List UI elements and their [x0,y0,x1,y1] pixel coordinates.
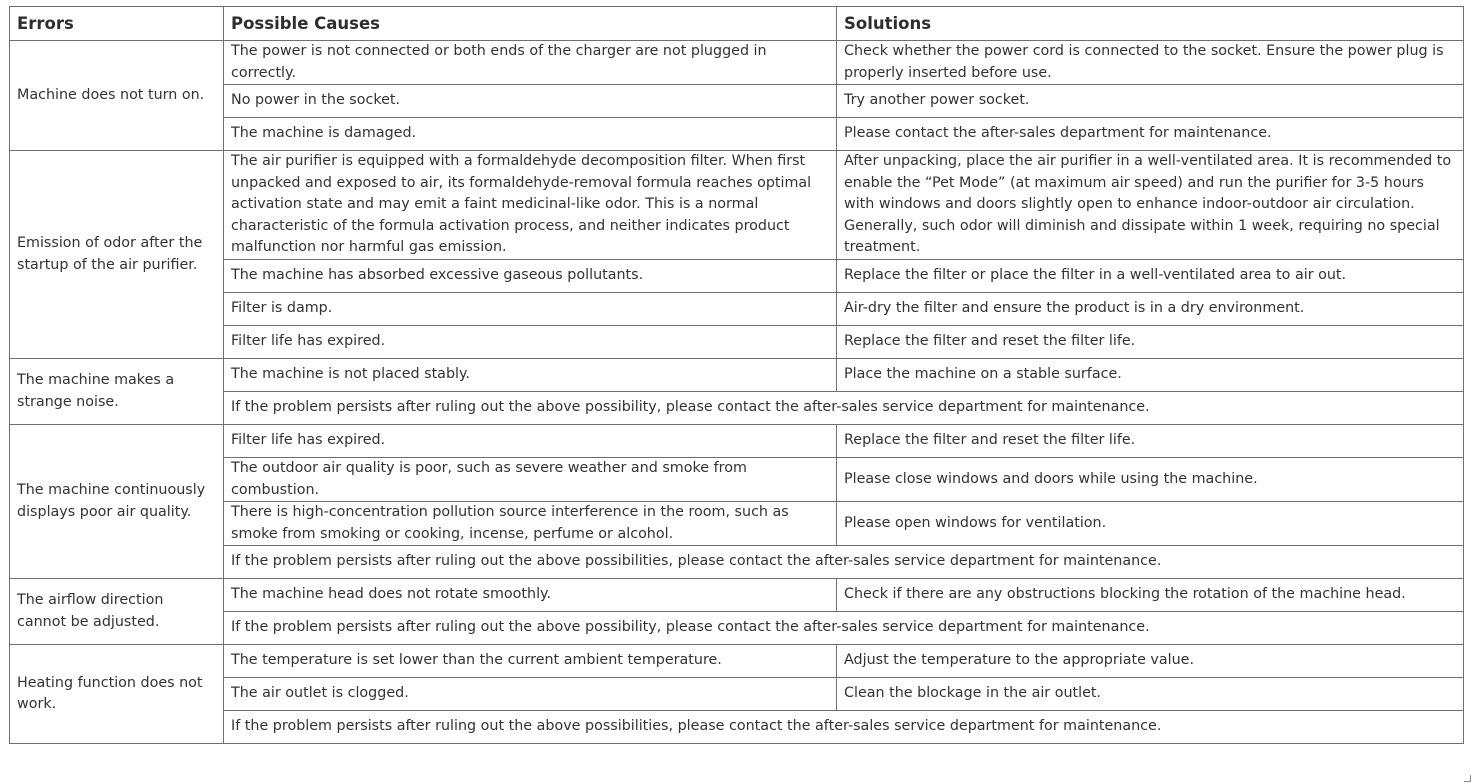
note-cell: If the problem persists after ruling out the above possibilities, please contact the after-sales service department for maintenance. [224,546,1464,579]
table-row [10,293,1464,326]
solution-cell: Please contact the after-sales department for maintenance. [837,118,1464,151]
solution-cell: Adjust the temperature to the appropriate value. [837,645,1464,678]
table-row [10,260,1464,293]
header-solutions: Solutions [837,7,1464,41]
solution-cell: Replace the filter or place the filter in a well-ventilated area to air out. [837,260,1464,293]
note-cell: If the problem persists after ruling out the above possibilities, please contact the after-sales service department for maintenance. [224,711,1464,744]
cause-cell: The temperature is set lower than the current ambient temperature. [224,645,837,678]
table-row [10,359,1464,392]
cause-cell: The outdoor air quality is poor, such as severe weather and smoke from combustion. [224,458,837,502]
table-row [10,678,1464,711]
header-possible-causes: Possible Causes [224,7,837,41]
table-row [10,151,1464,260]
solution-cell: Replace the filter and reset the filter life. [837,425,1464,458]
cause-cell: The machine has absorbed excessive gaseous pollutants. [224,260,837,293]
table-row [10,118,1464,151]
cause-cell: The air outlet is clogged. [224,678,837,711]
solution-cell: After unpacking, place the air purifier in a well-ventilated area. It is recommended to enable the “Pet Mode” (at maximum air speed) and run the purifier for 3-5 hours with windows and doors slightly open to enhance indoor-outdoor air circulation. Generally, such odor will diminish and dissipate within 1 week, requiring no special treatment. [837,151,1464,260]
error-cell: The machine makes a strange noise. [10,359,224,425]
table-row [10,458,1464,502]
solution-cell: Please open windows for ventilation. [837,502,1464,546]
table-row [10,85,1464,118]
header-row [10,7,1464,41]
header-errors: Errors [10,7,224,41]
solution-cell: Place the machine on a stable surface. [837,359,1464,392]
cause-cell: The machine is damaged. [224,118,837,151]
cause-cell: No power in the socket. [224,85,837,118]
error-cell: Emission of odor after the startup of the air purifier. [10,151,224,359]
cause-cell: The machine head does not rotate smoothly. [224,579,837,612]
cause-cell: Filter life has expired. [224,326,837,359]
solution-cell: Check if there are any obstructions blocking the rotation of the machine head. [837,579,1464,612]
table-row [10,546,1464,579]
note-cell: If the problem persists after ruling out the above possibility, please contact the after-sales service department for maintenance. [224,392,1464,425]
cause-cell: The power is not connected or both ends of the charger are not plugged in correctly. [224,41,837,85]
cause-cell: The machine is not placed stably. [224,359,837,392]
cause-cell: The air purifier is equipped with a formaldehyde decomposition filter. When first unpacked and exposed to air, its formaldehyde-removal formula reaches optimal activation state and may emit a faint medicinal-like odor. This is a normal characteristic of the formula activation process, and neither indicates product malfunction nor harmful gas emission. [224,151,837,260]
table-row [10,41,1464,85]
table-row [10,425,1464,458]
solution-cell: Replace the filter and reset the filter life. [837,326,1464,359]
table-row [10,392,1464,425]
solution-cell: Clean the blockage in the air outlet. [837,678,1464,711]
cause-cell: Filter life has expired. [224,425,837,458]
corner-mark [1464,775,1471,782]
table-row [10,579,1464,612]
table-row [10,711,1464,744]
solution-cell: Try another power socket. [837,85,1464,118]
table-row [10,326,1464,359]
table-row [10,645,1464,678]
troubleshooting-table [9,6,1464,744]
note-cell: If the problem persists after ruling out the above possibility, please contact the after-sales service department for maintenance. [224,612,1464,645]
table-row [10,612,1464,645]
cause-cell: Filter is damp. [224,293,837,326]
error-cell: Machine does not turn on. [10,41,224,151]
error-cell: The machine continuously displays poor air quality. [10,425,224,579]
solution-cell: Please close windows and doors while using the machine. [837,458,1464,502]
error-cell: The airflow direction cannot be adjusted. [10,579,224,645]
error-cell: Heating function does not work. [10,645,224,744]
solution-cell: Check whether the power cord is connected to the socket. Ensure the power plug is properly inserted before use. [837,41,1464,85]
table-row [10,502,1464,546]
solution-cell: Air-dry the filter and ensure the product is in a dry environment. [837,293,1464,326]
cause-cell: There is high-concentration pollution source interference in the room, such as smoke from smoking or cooking, incense, perfume or alcohol. [224,502,837,546]
